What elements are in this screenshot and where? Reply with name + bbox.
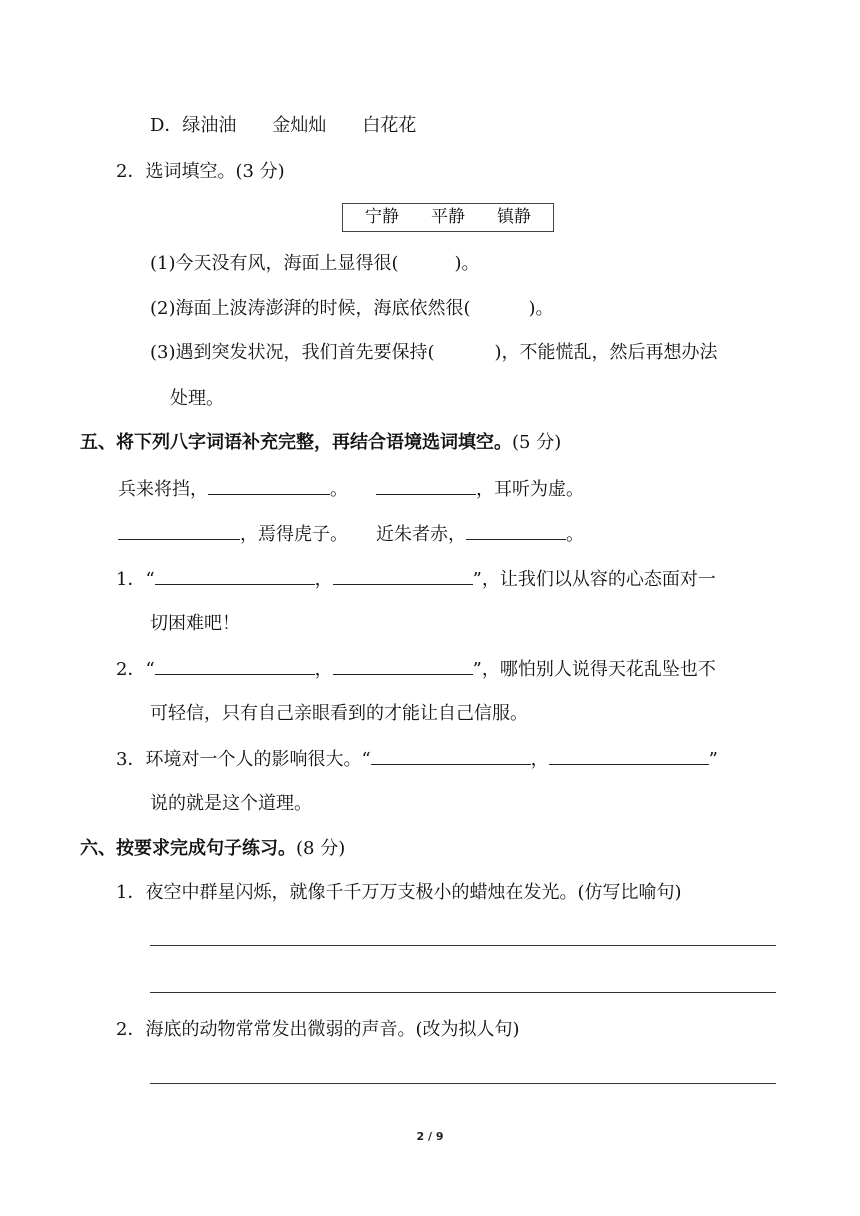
idiom-text: ，耳听为虚。 — [476, 479, 584, 500]
item-text: )，不能慌乱，然后再想办法 — [494, 342, 718, 363]
idiom-text: 兵来将挡， — [118, 479, 208, 500]
answer-blank[interactable] — [371, 746, 531, 765]
fill-item-1 — [150, 251, 480, 277]
answer-blank[interactable] — [376, 476, 476, 495]
quote-mark: “ — [145, 659, 155, 680]
section-heading: 六、按要求完成句子练习。 — [80, 838, 296, 859]
item-text: (2)海面上波涛澎湃的时候，海底依然很( — [150, 298, 471, 319]
word-choice-box — [342, 203, 554, 232]
section-5-question-3-cont: 说的就是这个道理。 — [150, 793, 312, 814]
answer-blank[interactable] — [155, 566, 315, 585]
idiom-row-1 — [118, 476, 584, 503]
item-text: (3)遇到突发状况，我们首先要保持( — [150, 342, 435, 363]
punctuation: ， — [314, 569, 333, 590]
answer-blank[interactable] — [208, 476, 330, 495]
quote-mark: ” — [708, 749, 718, 770]
item-text: )。 — [528, 298, 554, 319]
section-6-title — [80, 836, 345, 862]
section-score: (5 分) — [512, 432, 562, 453]
answer-blank[interactable] — [155, 656, 315, 675]
idiom-text: ，焉得虎子。 — [240, 524, 348, 545]
section-5-question-1 — [116, 566, 716, 593]
word-option: 平静 — [431, 207, 465, 227]
fill-item-2 — [150, 296, 554, 322]
section-heading: 五、将下列八字词语补充完整，再结合语境选词填空。 — [80, 432, 512, 453]
item-text: (1)今天没有风，海面上显得很( — [150, 253, 399, 274]
idiom-text: 。 — [566, 524, 584, 545]
answer-line[interactable] — [150, 945, 776, 946]
section-score: (8 分) — [296, 838, 346, 859]
section-5-question-3 — [116, 746, 718, 773]
answer-blank[interactable] — [549, 746, 709, 765]
word-option: 镇静 — [497, 207, 531, 227]
answer-blank[interactable] — [333, 656, 473, 675]
word-option: 宁静 — [365, 207, 399, 227]
quote-mark: “ — [145, 569, 155, 590]
answer-blank[interactable] — [333, 566, 473, 585]
section-5-question-2-cont: 可轻信，只有自己亲眼看到的才能让自己信服。 — [150, 703, 528, 724]
question-2-title: 2．选词填空。(3 分) — [116, 161, 285, 182]
question-number: 1． — [116, 569, 146, 590]
answer-line[interactable] — [150, 992, 776, 993]
punctuation: ， — [530, 749, 549, 770]
section-5-question-2 — [116, 656, 716, 683]
idiom-text: 近朱者赤， — [376, 524, 466, 545]
idiom-row-2 — [118, 521, 584, 548]
fill-item-3 — [150, 340, 718, 366]
punctuation: ， — [314, 659, 333, 680]
answer-blank[interactable] — [118, 521, 240, 540]
section-5-question-1-cont: 切困难吧！ — [150, 613, 240, 634]
answer-blank[interactable] — [466, 521, 566, 540]
option-d: D．绿油油 金灿灿 白花花 — [150, 115, 417, 136]
section-6-question-2: 2．海底的动物常常发出微弱的声音。(改为拟人句) — [116, 1019, 520, 1040]
question-text: ”，让我们以从容的心态面对一 — [472, 569, 716, 590]
section-6-question-1: 1．夜空中群星闪烁，就像千千万万支极小的蜡烛在发光。(仿写比喻句) — [116, 882, 682, 903]
section-5-title — [80, 430, 561, 456]
answer-line[interactable] — [150, 1083, 776, 1084]
question-text: 3．环境对一个人的影响很大。“ — [116, 749, 371, 770]
idiom-text: 。 — [330, 479, 348, 500]
page-number: 2 / 9 — [416, 1130, 444, 1143]
fill-item-3-cont: 处理。 — [170, 388, 224, 409]
question-number: 2． — [116, 659, 146, 680]
question-text: ”，哪怕别人说得天花乱坠也不 — [472, 659, 716, 680]
item-text: )。 — [454, 253, 480, 274]
